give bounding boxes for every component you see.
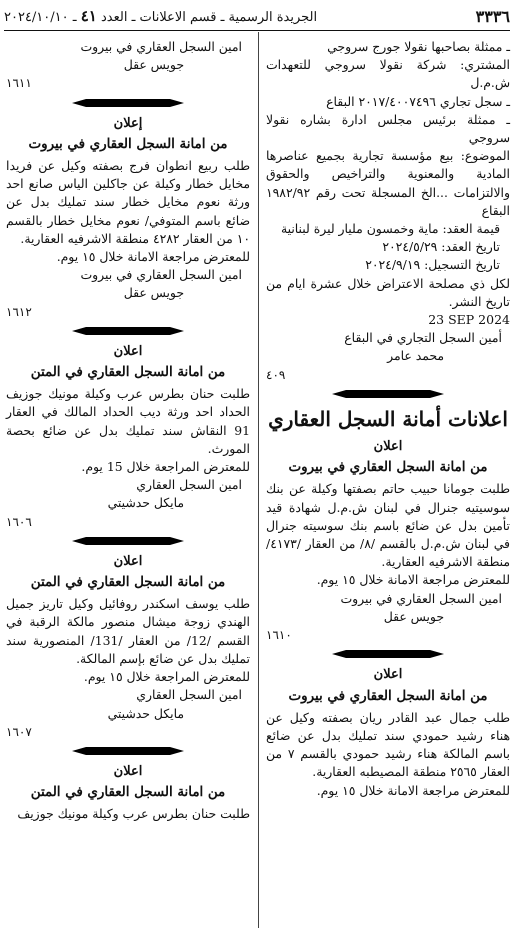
- signer-title: امين السجل العقاري: [136, 477, 242, 493]
- notice-body: طلب ربيع انطوان فرج بصفته وكيل عن فريدا مخايل خطار وكيلة عن جاكلين الياس صانع احد ورثة نعوم مخايل خطار سند تمليك بدل عن ضائع باسم المتوفي/ نعوم مخايل خطار بالقسم ١٠ من العقار ٤٢٨٢ منطقة الاشرفيه العقارية.: [6, 158, 250, 246]
- signer-title: امين السجل العقاري في بيروت: [80, 267, 242, 283]
- list-item: ـ ممثلة بصاحبها نقولا جورج سروجي: [327, 39, 510, 54]
- notice-body: طلبت حنان بطرس عرب وكيلة مونيك جوزيف: [17, 806, 250, 822]
- section-title: اعلانات أمانة السجل العقاري: [268, 406, 508, 431]
- issue-number: ٤١: [80, 7, 97, 25]
- notice-number: ١٦١٢: [6, 304, 32, 319]
- notice-subheading: من امانة السجل العقاري في بيروت: [288, 459, 488, 476]
- list-item: المشتري: شركة نقولا سروجي للتعهدات ش.م.ل: [266, 57, 510, 91]
- signer-name: مايكل حدشيتي: [107, 705, 184, 721]
- contract-date: تاريخ العقد: ٢٠٢٤/٥/٢٩: [382, 239, 500, 255]
- notice-body: طلبت جومانا حبيب حاتم بصفتها وكيلة عن بنك سوسيتيه جنرال في لبنان ش.م.ل شهادة قيد تأمين بدل عن ضائع باسم بنك سوسيته جنرال في لبنان ش.م.ل بالقسم /٨/ من العقار /٤١٧٣/ منطقة الاشرفيه العقارية.: [266, 481, 510, 570]
- header-rule: [4, 30, 510, 31]
- separator-ornament: [6, 747, 250, 755]
- page-number: ٣٣٣٦: [475, 6, 510, 26]
- notice-objection: للمعترض مراجعة الامانة خلال ١٥ يوم.: [316, 782, 510, 798]
- notice-body: طلبت حنان بطرس عرب وكيلة مونيك جوزيف الحداد احد ورثة ديب الحداد المالك في العقار 91 النقاش سند تمليك بدل عن ضائع بحصة المورث.: [6, 386, 250, 456]
- separator-ornament: [6, 327, 250, 335]
- signer-name: محمد عامر: [387, 348, 444, 364]
- notice-subheading: من امانة السجل العقاري في المتن: [30, 364, 226, 381]
- objection-text: لكل ذي مصلحة الاعتراض خلال عشرة ايام من تاريخ النشر.: [266, 275, 510, 309]
- notice-objection: للمعترض المراجعة خلال ١٥ يوم.: [83, 669, 250, 685]
- signer-title: أمين السجل التجاري في البقاع: [344, 330, 502, 346]
- separator-ornament: [266, 650, 510, 658]
- notice-heading: اعلان: [113, 763, 143, 779]
- notice-objection: للمعترض مراجعة الامانة خلال ١٥ يوم.: [316, 572, 510, 588]
- notice-subheading: من امانة السجل العقاري في بيروت: [28, 135, 228, 152]
- separator-ornament: [266, 390, 510, 398]
- notice-body: طلب يوسف اسكندر روفائيل وكيل تاريز جميل الهندي زوجة ميشال منصور مالكة الرقبة في القسم /12/ من العقار /131/ المنصورية سند تمليك بدل عن ضائع بإسم المالكة.: [6, 596, 250, 666]
- notice-objection: للمعترض مراجعة الامانة خلال ١٥ يوم.: [56, 249, 250, 265]
- notice-heading: اعلان: [113, 343, 143, 359]
- separator-ornament: [6, 537, 250, 545]
- column-divider: [258, 32, 259, 928]
- running-title: [4, 7, 317, 25]
- right-column: [266, 38, 510, 800]
- list-item: ـ ممثلة برئيس مجلس ادارة بشاره نقولا سروجي: [266, 111, 510, 146]
- page-header: [4, 2, 510, 30]
- notice-body: طلب جمال عبد القادر ريان بصفته وكيل عن هناء رشيد حمودي سند تمليك بدل عن ضائع باسم المالكة هناء رشيد حمودي بالقسم ٧ من العقار ٢٥٦٥ منطقة المصيطبه العقارية.: [266, 709, 510, 780]
- notice-heading: اعلان: [373, 439, 403, 455]
- list-item: الموضوع: بيع مؤسسة تجارية بجميع عناصرها المادية والمعنوية والتراخيص والحقوق والالتزامات ...الخ المسجلة تحت رقم ١٩٨٢/٩٢ البقاع: [266, 148, 510, 218]
- english-date: 23 SEP 2024: [428, 312, 510, 328]
- separator-ornament: [6, 99, 250, 107]
- signer-name: جويس عقل: [123, 285, 184, 301]
- signer-title: امين السجل العقاري في بيروت: [80, 39, 242, 54]
- notice-number: ١٦٠٦: [6, 514, 32, 529]
- issue-date: ـ ٢٠٢٤/١٠/١٠: [4, 10, 77, 25]
- registration-date: تاريخ التسجيل: ٢٠٢٤/٩/١٩: [365, 257, 500, 273]
- notice-objection: للمعترض المراجعة خلال 15 يوم.: [81, 459, 250, 475]
- notice-subheading: من امانة السجل العقاري في المتن: [30, 784, 226, 801]
- left-column: [6, 38, 250, 824]
- running-title-text: الجريدة الرسمية ـ قسم الاعلانات ـ العدد: [100, 10, 318, 25]
- notice-heading: اعلان: [373, 667, 403, 683]
- notice-number: ٤٠٩: [266, 367, 286, 382]
- notice-heading: إعلان: [113, 115, 143, 131]
- contract-value: قيمة العقد: ماية وخمسون مليار ليرة لبنانية: [280, 221, 500, 237]
- signer-title: امين السجل العقاري: [136, 687, 242, 703]
- notice-subheading: من امانة السجل العقاري في بيروت: [288, 687, 488, 704]
- notice-heading: اعلان: [113, 553, 143, 569]
- notice-number: ١٦٠٧: [6, 724, 32, 739]
- notice-number: ١٦١٠: [266, 628, 292, 643]
- signer-name: جويس عقل: [383, 608, 444, 624]
- signer-name: جويس عقل: [123, 57, 184, 73]
- list-item: ـ سجل تجاري ٢٠١٧/٤٠٠٧٤٩٦ البقاع: [326, 93, 510, 109]
- signer-title: امين السجل العقاري في بيروت: [340, 590, 502, 606]
- signer-name: مايكل حدشيتي: [107, 495, 184, 511]
- notice-number: ١٦١١: [6, 76, 32, 91]
- notice-subheading: من امانة السجل العقاري في المتن: [30, 574, 226, 591]
